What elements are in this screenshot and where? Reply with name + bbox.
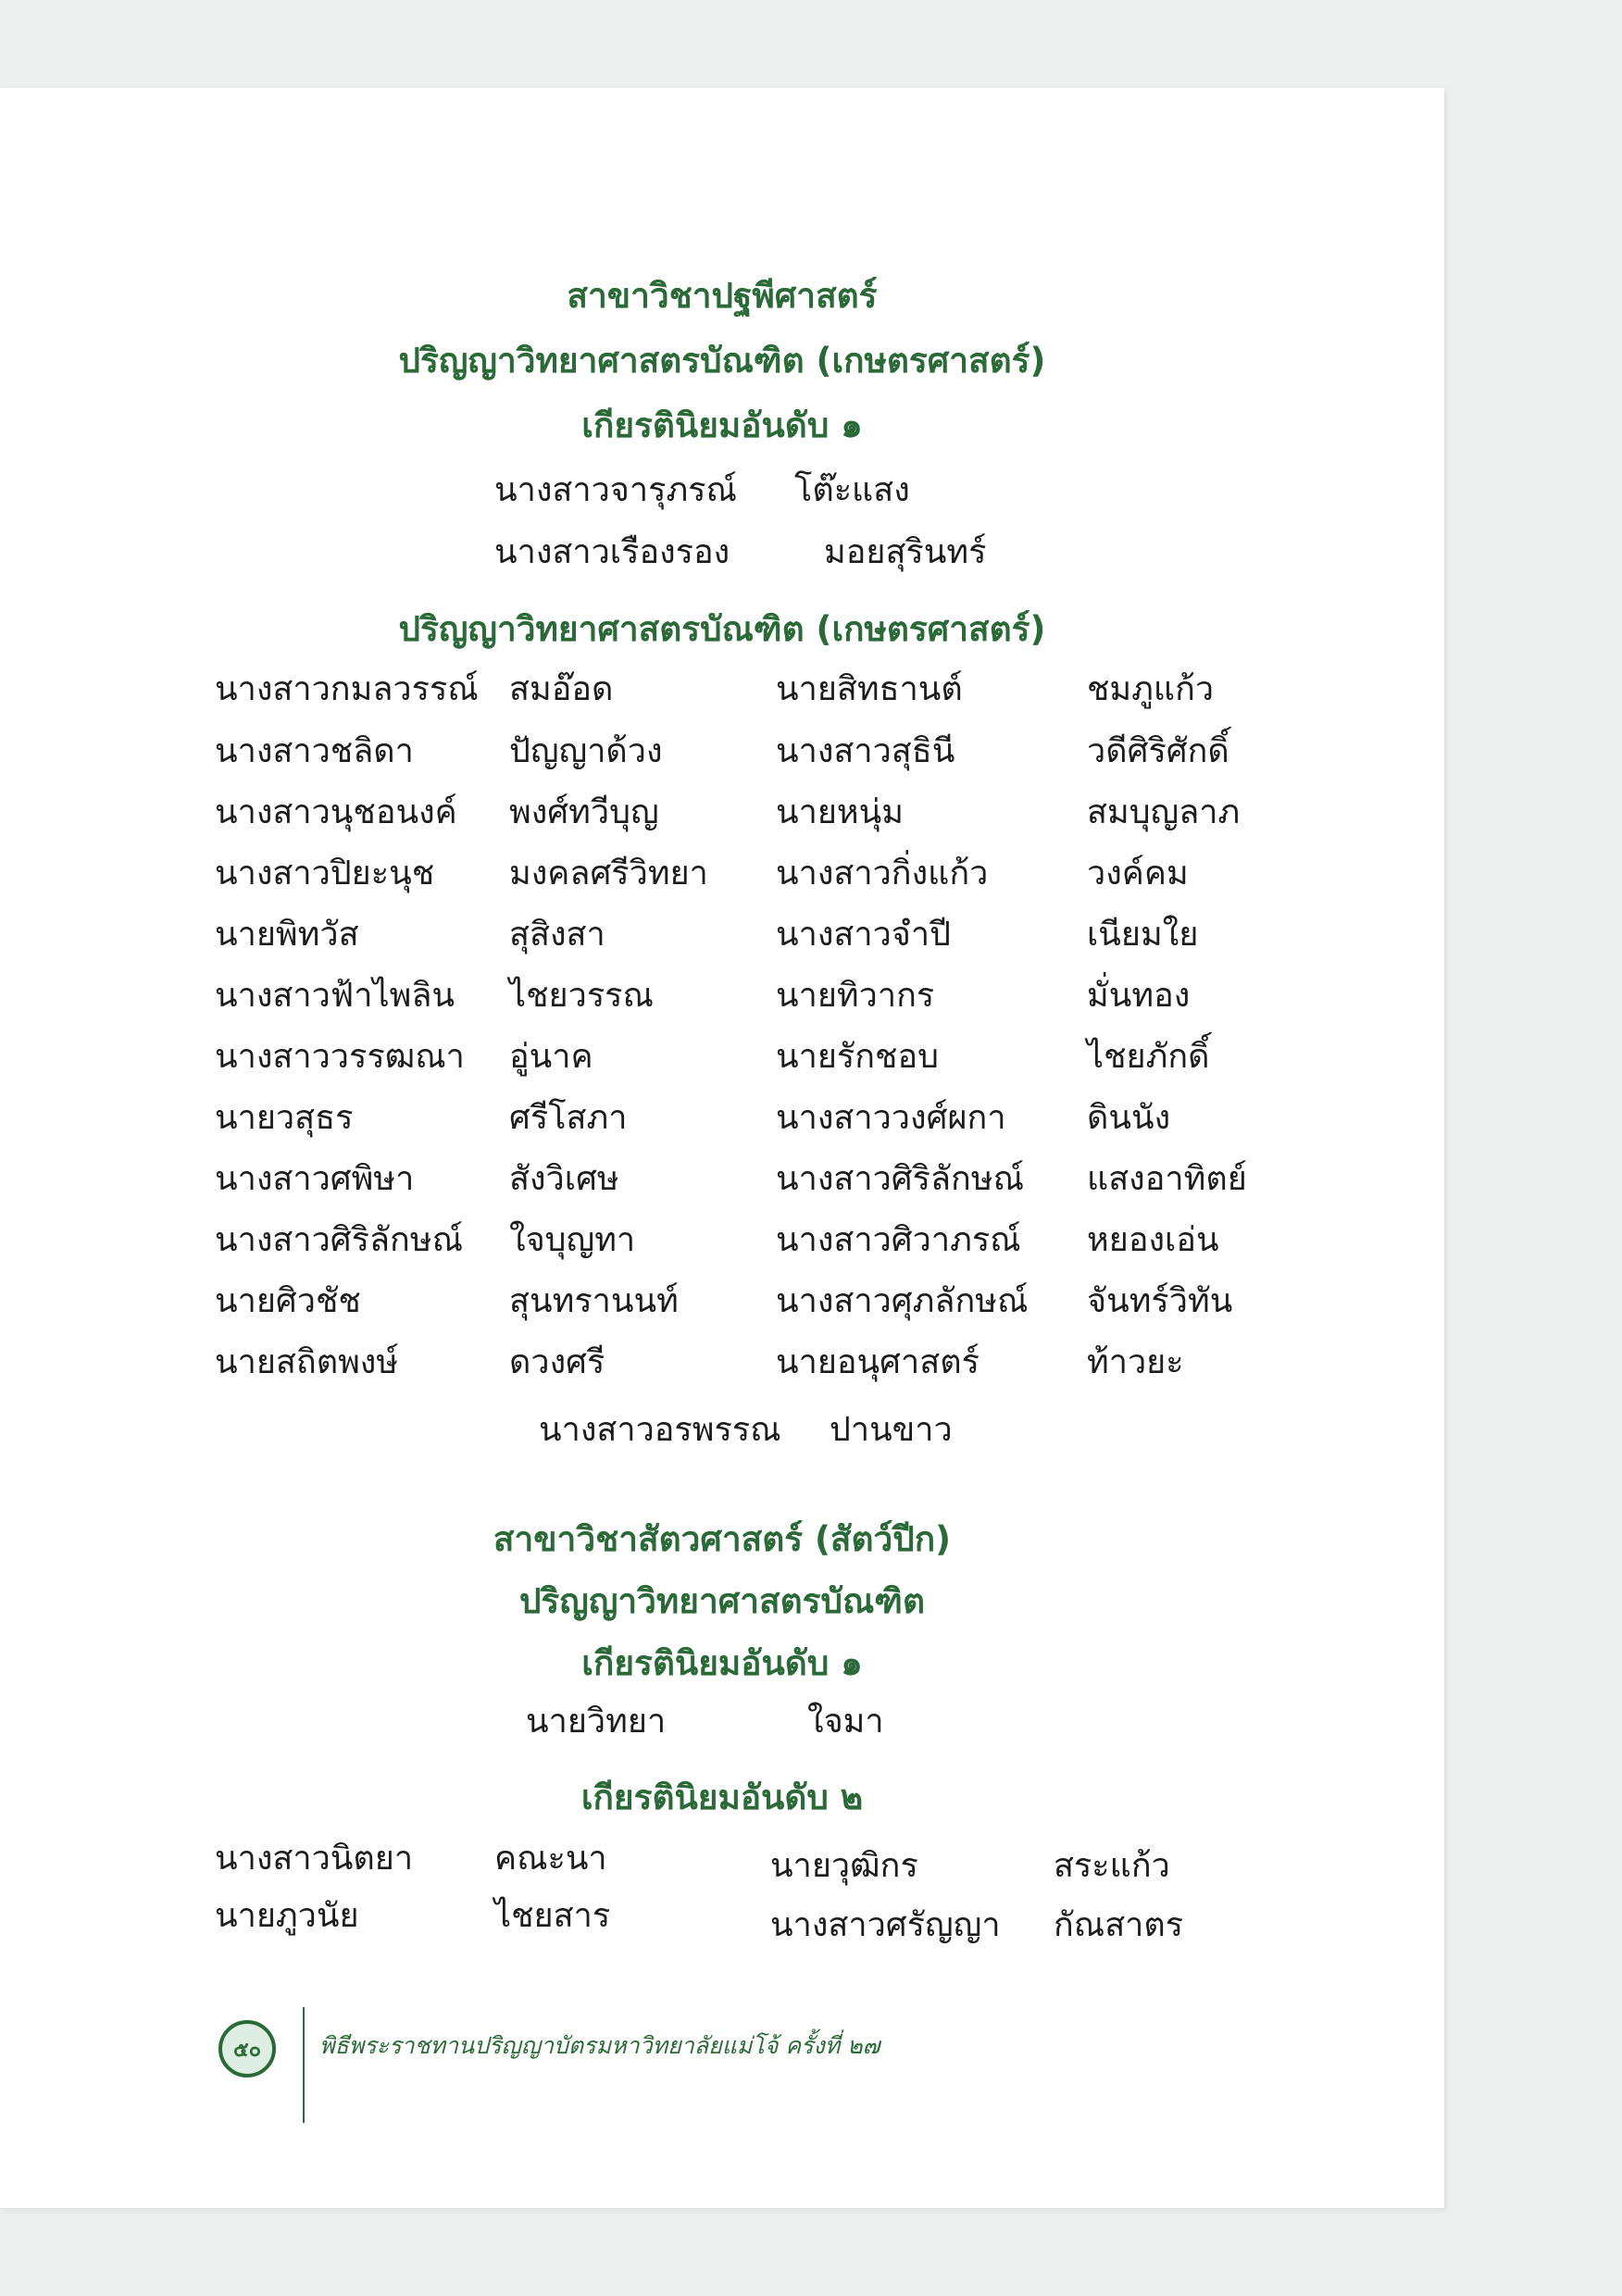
graduate-first-name: นางสาวฟ้าไพลิน — [215, 977, 455, 1015]
graduate-last-name: สมอ๊อด — [509, 670, 614, 708]
graduate-last-name: เนียมใย — [1087, 916, 1199, 954]
section1-degree-regular: ปริญญาวิทยาศาสตรบัณฑิต (เกษตรศาสตร์) — [398, 609, 1046, 649]
section1-honors1-heading: เกียรตินิยมอันดับ ๑ — [581, 406, 863, 445]
honors-last-name: ไชยสาร — [494, 1897, 611, 1935]
graduate-first-name: นางสาวกมลวรรณ์ — [215, 670, 479, 708]
honors-last-name: โต๊ะแสง — [794, 471, 910, 509]
graduate-first-name: นางสาวชลิดา — [215, 732, 414, 770]
graduate-first-name: นางสาวศิริลักษณ์ — [776, 1160, 1024, 1198]
graduate-last-name: มงคลศรีวิทยา — [509, 855, 708, 892]
graduate-last-name: ไชยวรรณ — [509, 977, 654, 1015]
section1-title: สาขาวิชาปฐพีศาสตร์ — [567, 276, 878, 316]
graduate-last-name: ไชยภักดิ์ — [1087, 1038, 1210, 1076]
graduate-first-name: นางสาวปิยะนุช — [215, 855, 435, 892]
honors-last-name: ใจมา — [807, 1703, 884, 1741]
graduate-first-name: นายสิทธานต์ — [776, 670, 963, 708]
page-number: ๕๐ — [232, 2038, 262, 2062]
graduate-first-name: นางสาวอรพรรณ — [539, 1411, 781, 1449]
graduate-first-name: นายอนุศาสตร์ — [776, 1343, 979, 1381]
honors-last-name: มอยสุรินทร์ — [824, 533, 987, 571]
graduate-first-name: นายรักชอบ — [776, 1038, 939, 1076]
graduate-last-name: พงศ์ทวีบุญ — [509, 793, 659, 831]
graduate-last-name: ดินนัง — [1087, 1099, 1171, 1137]
section2-honors1-heading: เกียรตินิยมอันดับ ๑ — [581, 1643, 863, 1683]
footer-caption: พิธีพระราชทานปริญญาบัตรมหาวิทยาลัยแม่โจ้ ครั้งที่ ๒๗ — [319, 2032, 880, 2059]
graduate-last-name: ศรีโสภา — [509, 1099, 628, 1137]
section1-degree: ปริญญาวิทยาศาสตรบัณฑิต (เกษตรศาสตร์) — [398, 341, 1046, 381]
footer-divider — [303, 2007, 305, 2123]
graduate-last-name: อู่นาค — [509, 1038, 593, 1076]
graduate-last-name: สุนทรานนท์ — [509, 1282, 679, 1320]
graduate-first-name: นางสาวศุภลักษณ์ — [776, 1282, 1029, 1320]
section2-degree: ปริญญาวิทยาศาสตรบัณฑิต — [518, 1581, 926, 1621]
graduate-last-name: มั่นทอง — [1087, 977, 1191, 1015]
graduate-first-name: นางสาวจำปี — [776, 916, 951, 954]
graduate-last-name: จันทร์วิทัน — [1087, 1282, 1233, 1320]
graduate-last-name: สมบุญลาภ — [1087, 793, 1241, 831]
graduate-first-name: นายศิวชัช — [215, 1282, 361, 1320]
graduate-last-name: สุสิงสา — [509, 916, 605, 954]
graduate-last-name: ใจบุญทา — [509, 1221, 636, 1259]
graduate-last-name: แสงอาทิตย์ — [1087, 1160, 1247, 1198]
graduate-first-name: นายสถิตพงษ์ — [215, 1343, 399, 1381]
graduate-last-name: ชมภูแก้ว — [1087, 670, 1215, 708]
honors-last-name: คณะนา — [494, 1840, 607, 1878]
honors-first-name: นายวุฒิกร — [770, 1847, 918, 1885]
section2-honors2-heading: เกียรตินิยมอันดับ ๒ — [580, 1778, 864, 1817]
honors-first-name: นางสาวศรัญญา — [770, 1906, 1001, 1944]
graduate-first-name: นางสาวศิริลักษณ์ — [215, 1221, 463, 1259]
graduate-last-name: ท้าวยะ — [1087, 1343, 1184, 1381]
graduate-last-name: ดวงศรี — [509, 1343, 605, 1381]
graduate-last-name: ปัญญาด้วง — [509, 732, 663, 770]
graduate-first-name: นางสาวศพิษา — [215, 1160, 415, 1198]
graduate-first-name: นางสาวศิวาภรณ์ — [776, 1221, 1021, 1259]
graduate-last-name: สังวิเศษ — [509, 1160, 619, 1198]
graduate-first-name: นายหนุ่ม — [776, 793, 904, 831]
honors-last-name: กัณสาตร — [1054, 1906, 1184, 1944]
graduate-first-name: นางสาววงศ์ผกา — [776, 1099, 1006, 1137]
section2-title: สาขาวิชาสัตวศาสตร์ (สัตว์ปีก) — [493, 1519, 952, 1559]
graduate-first-name: นางสาวสุธินี — [776, 732, 955, 770]
honors-last-name: สระแก้ว — [1054, 1847, 1170, 1885]
honors-first-name: นายภูวนัย — [215, 1897, 359, 1935]
graduate-first-name: นางสาวนุชอนงค์ — [215, 793, 457, 831]
graduate-last-name: หยองเอ่น — [1087, 1221, 1219, 1259]
graduate-last-name: วดีศิริศักดิ์ — [1087, 732, 1229, 770]
graduate-last-name: วงค์คม — [1087, 855, 1189, 892]
graduate-first-name: นางสาววรรฒณา — [215, 1038, 465, 1076]
graduate-first-name: นางสาวกิ่งแก้ว — [776, 855, 989, 892]
graduate-first-name: นายทิวากร — [776, 977, 935, 1015]
graduate-first-name: นายพิทวัส — [215, 916, 359, 954]
honors-first-name: นายวิทยา — [526, 1703, 667, 1741]
honors-first-name: นางสาวจารุภรณ์ — [494, 471, 737, 509]
graduate-first-name: นายวสุธร — [215, 1099, 354, 1137]
honors-first-name: นางสาวเรืองรอง — [494, 533, 730, 571]
graduate-last-name: ปานขาว — [830, 1411, 953, 1449]
page-number-seal — [218, 2020, 276, 2078]
honors-first-name: นางสาวนิตยา — [215, 1840, 414, 1878]
